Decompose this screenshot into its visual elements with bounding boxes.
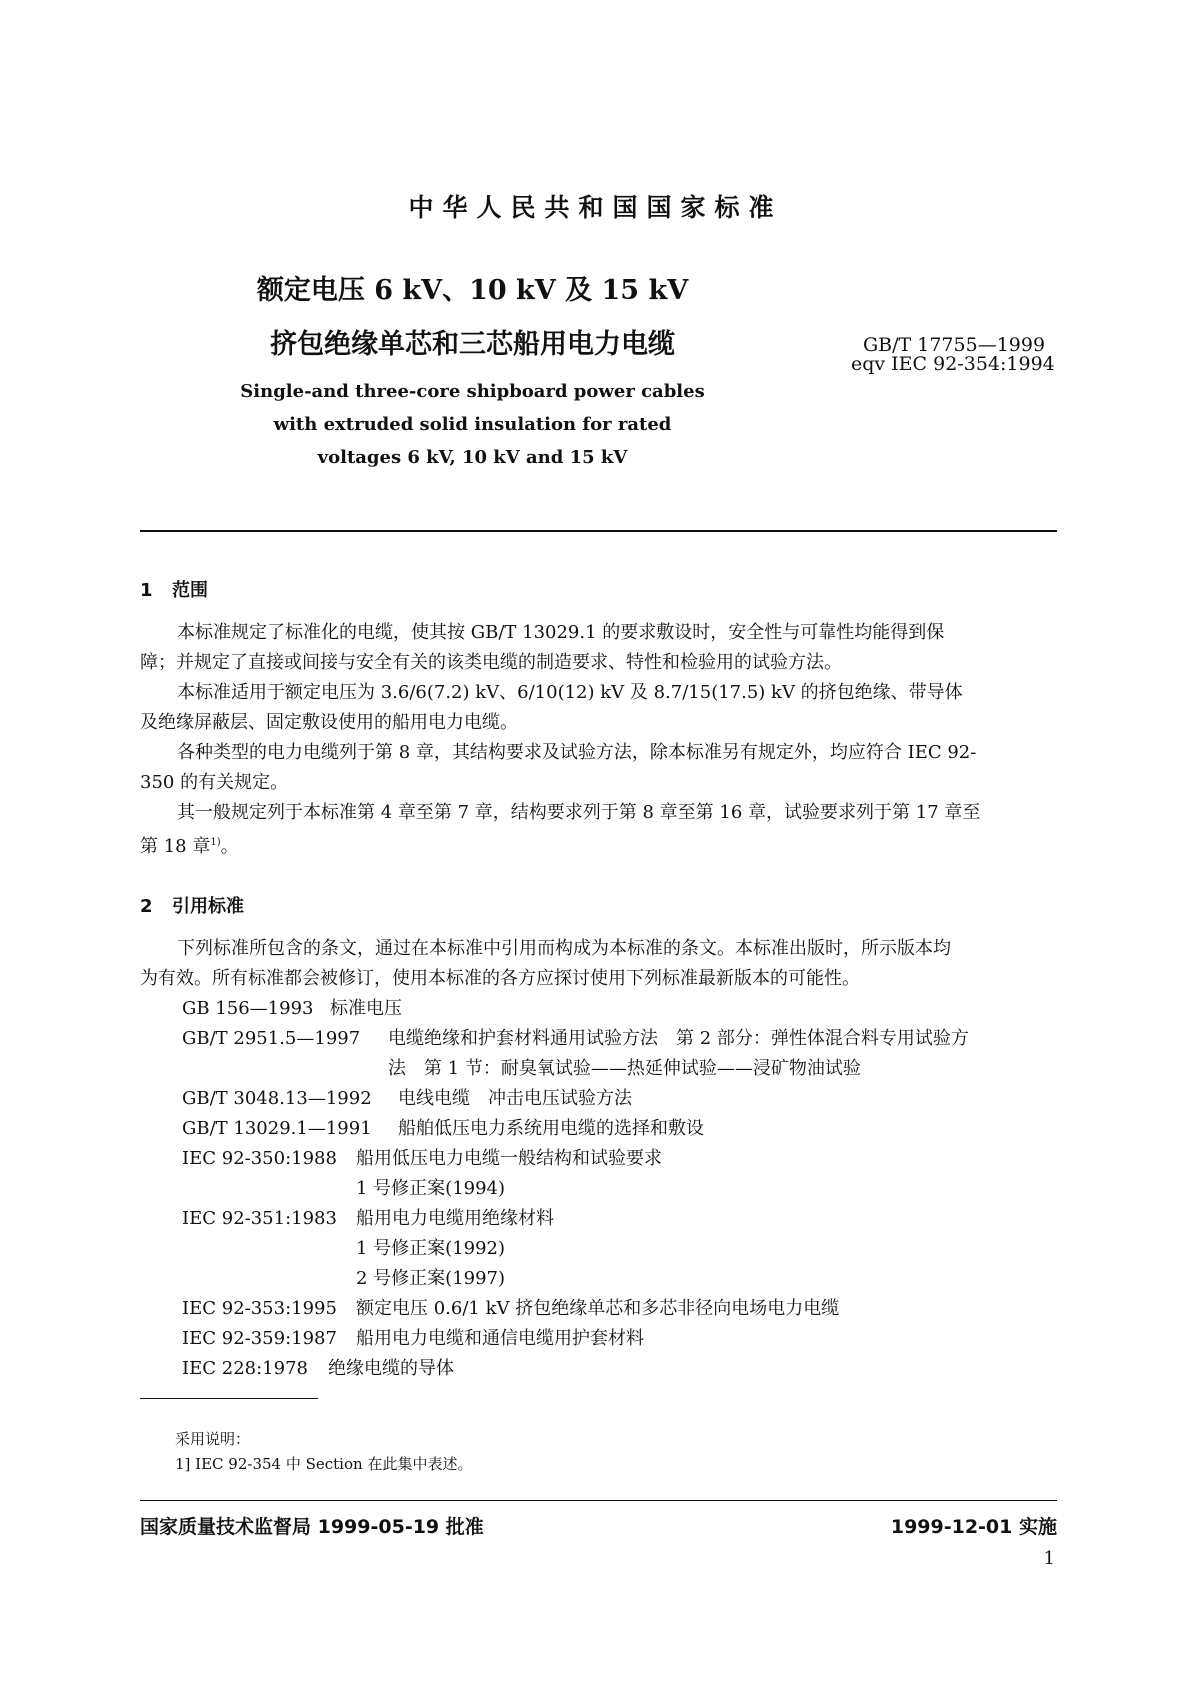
reference-amendment: 2 号修正案(1997) (356, 1268, 506, 1289)
section-2-number: 2 (140, 896, 153, 917)
reference-item (182, 1144, 662, 1174)
english-title-line-1: Single-and three-core shipboard power cables (240, 381, 705, 402)
footnote-heading: 采用说明： (175, 1430, 251, 1448)
s1-p3-line2: 350 的有关规定。 (140, 772, 289, 793)
page-number: 1 (1043, 1548, 1055, 1569)
s1-p2-line2: 及绝缘屏蔽层、固定敷设使用的船用电力电缆。 (140, 712, 518, 733)
section-1-number: 1 (140, 580, 153, 601)
s1-p1-line1: 本标准规定了标准化的电缆，使其按 GB/T 13029.1 的要求敷设时，安全性与可靠性均能得到保 (177, 622, 945, 643)
reference-code: IEC 92-359:1987 (182, 1328, 337, 1349)
reference-item (182, 1114, 704, 1144)
s1-p4-line2-text: 第 18 章 (140, 836, 211, 857)
s2-intro-line2: 为有效。所有标准都会被修订，使用本标准的各方应探讨使用下列标准最新版本的可能性。 (140, 968, 860, 989)
reference-title: 电线电缆 冲击电压试验方法 (398, 1088, 632, 1109)
s2-intro-line1: 下列标准所包含的条文，通过在本标准中引用而构成为本标准的条文。本标准出版时，所示版本均 (177, 938, 951, 959)
reference-code: IEC 92-351:1983 (182, 1208, 337, 1229)
effective-date: 1999-12-01 实施 (890, 1516, 1057, 1538)
reference-item (182, 1024, 969, 1054)
reference-title: 标准电压 (330, 998, 402, 1019)
reference-code: IEC 92-350:1988 (182, 1148, 337, 1169)
s1-p4-end: 。 (220, 836, 239, 857)
reference-code: IEC 228:1978 (182, 1358, 308, 1379)
reference-item (182, 1204, 554, 1234)
section-1-title: 范围 (172, 580, 208, 601)
s1-p4-line1: 其一般规定列于本标准第 4 章至第 7 章，结构要求列于第 8 章至第 16 章，试验要求列于第 17 章至 (177, 802, 981, 823)
reference-code: GB/T 2951.5—1997 (182, 1028, 361, 1049)
footnote-1: 1] IEC 92-354 中 Section 在此集中表述。 (175, 1455, 473, 1473)
reference-title: 船用低压电力电缆一般结构和试验要求 (356, 1148, 662, 1169)
reference-title: 电缆绝缘和护套材料通用试验方法 第 2 部分：弹性体混合料专用试验方 (388, 1028, 969, 1049)
s1-p2-line1: 本标准适用于额定电压为 3.6/6(7.2) kV、6/10(12) kV 及 8.7/15(17.5) kV 的挤包绝缘、带导体 (177, 682, 963, 703)
reference-amendment: 1 号修正案(1992) (356, 1238, 506, 1259)
s1-p4-line2 (140, 828, 1057, 862)
reference-title: 额定电压 0.6/1 kV 挤包绝缘单芯和多芯非径向电场电力电缆 (356, 1298, 840, 1319)
section-2-intro (140, 934, 1057, 994)
reference-code: IEC 92-353:1995 (182, 1298, 337, 1319)
national-standard-heading: 中华人民共和国国家标准 (408, 193, 783, 222)
english-title-line-2: with extruded solid insulation for rated (273, 414, 672, 435)
equivalent-standard: eqv IEC 92-354:1994 (851, 353, 1055, 375)
footer-divider (140, 1500, 1057, 1501)
footnote-divider (140, 1398, 318, 1399)
reference-code: GB/T 3048.13—1992 (182, 1088, 372, 1109)
reference-item (182, 1084, 632, 1114)
reference-code: GB/T 13029.1—1991 (182, 1118, 372, 1139)
footnote-ref: 1) (210, 837, 221, 848)
reference-item (182, 1294, 839, 1324)
reference-item (182, 994, 402, 1024)
s1-p1-line2: 障；并规定了直接或间接与安全有关的该类电缆的制造要求、特性和检验用的试验方法。 (140, 652, 842, 673)
reference-title: 船用电力电缆和通信电缆用护套材料 (356, 1328, 644, 1349)
reference-code: GB 156—1993 (182, 998, 314, 1019)
reference-item (182, 1354, 454, 1384)
english-title-line-3: voltages 6 kV, 10 kV and 15 kV (317, 447, 628, 468)
s1-p3-line1: 各种类型的电力电缆列于第 8 章，其结构要求及试验方法，除本标准另有规定外，均应符合 IEC 92- (177, 742, 977, 763)
title-line-2: 挤包绝缘单芯和三芯船用电力电缆 (270, 329, 675, 360)
standard-code: GB/T 17755—1999 (863, 334, 1046, 356)
reference-title: 船用电力电缆用绝缘材料 (356, 1208, 554, 1229)
section-2-heading (140, 892, 244, 918)
header-divider (140, 530, 1057, 532)
reference-title: 船舶低压电力系统用电缆的选择和敷设 (398, 1118, 704, 1139)
reference-item (182, 1324, 644, 1354)
reference-title: 绝缘电缆的导体 (328, 1358, 454, 1379)
section-2-title: 引用标准 (172, 896, 244, 917)
reference-amendment: 1 号修正案(1994) (356, 1178, 506, 1199)
title-line-1: 额定电压 6 kV、10 kV 及 15 kV (256, 275, 689, 306)
approval-statement: 国家质量技术监督局 1999-05-19 批准 (140, 1516, 484, 1538)
section-1-heading (140, 576, 208, 602)
section-1-body (140, 618, 1057, 862)
reference-title-continued: 法 第 1 节：耐臭氧试验——热延伸试验——浸矿物油试验 (388, 1058, 861, 1079)
